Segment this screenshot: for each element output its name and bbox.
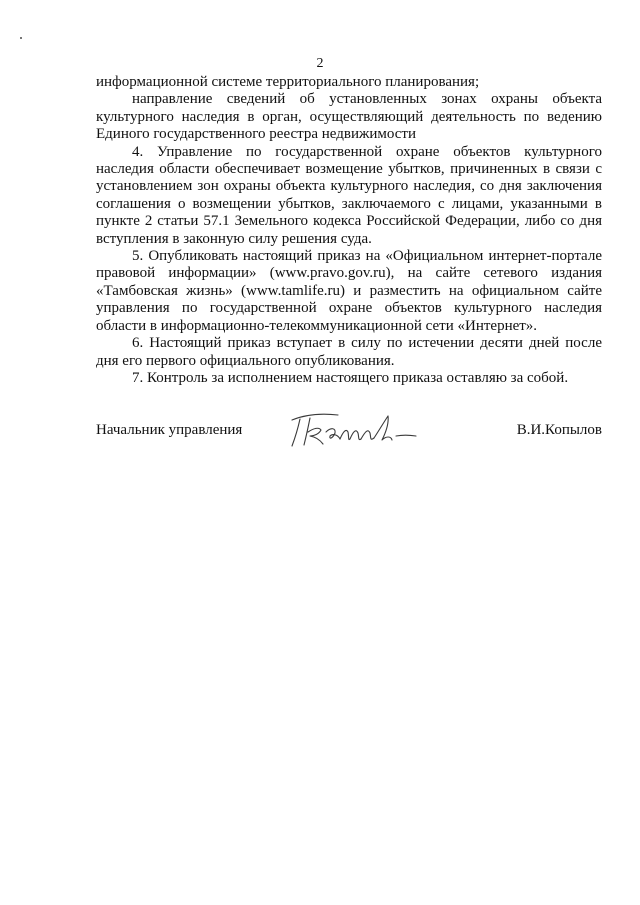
signature-block: [96, 412, 602, 452]
paragraph-registry-notice: направление сведений об установленных зонах охраны объекта культурного наследия в орган, осуществляющий деятельность по ведению Единого государственного реестра недвижимости: [96, 91, 602, 143]
paragraph-item-5: 5. Опубликовать настоящий приказ на «Официальном интернет-портале правовой информации» (www.pravo.gov.ru), на сайте сетевого издания «Тамбовская жизнь» (www.tamlife.ru) и разместить на официальном сайте управления по государственной охране объектов культурного наследия области в информационно-телекоммуникационной сети «Интернет».: [96, 248, 602, 334]
document-body: [96, 74, 602, 387]
paragraph-continuation: информационной системе территориального планирования;: [96, 74, 480, 90]
paragraph-item-7: 7. Контроль за исполнением настоящего приказа оставляю за собой.: [132, 369, 569, 386]
handwritten-signature: [286, 406, 436, 450]
paragraph-item-6: 6. Настоящий приказ вступает в силу по истечении десяти дней после дня его первого официального опубликования.: [96, 335, 602, 369]
scan-speck: [20, 37, 22, 39]
signatory-position: Начальник управления: [96, 422, 243, 438]
signatory-name: В.И.Копылов: [516, 422, 602, 438]
page-number: 2: [316, 56, 324, 71]
paragraph-item-4: 4. Управление по государственной охране объектов культурного наследия области обеспечивает возмещение убытков, причиненных в связи с установлением зон охраны объекта культурного наследия, со дня заключения соглашения о возмещении убытков, заключаемого с лицами, указанными в пункте 2 статьи 57.1 Земельного кодекса Российской Федерации, либо со дня вступления в законную силу решения суда.: [96, 143, 602, 247]
